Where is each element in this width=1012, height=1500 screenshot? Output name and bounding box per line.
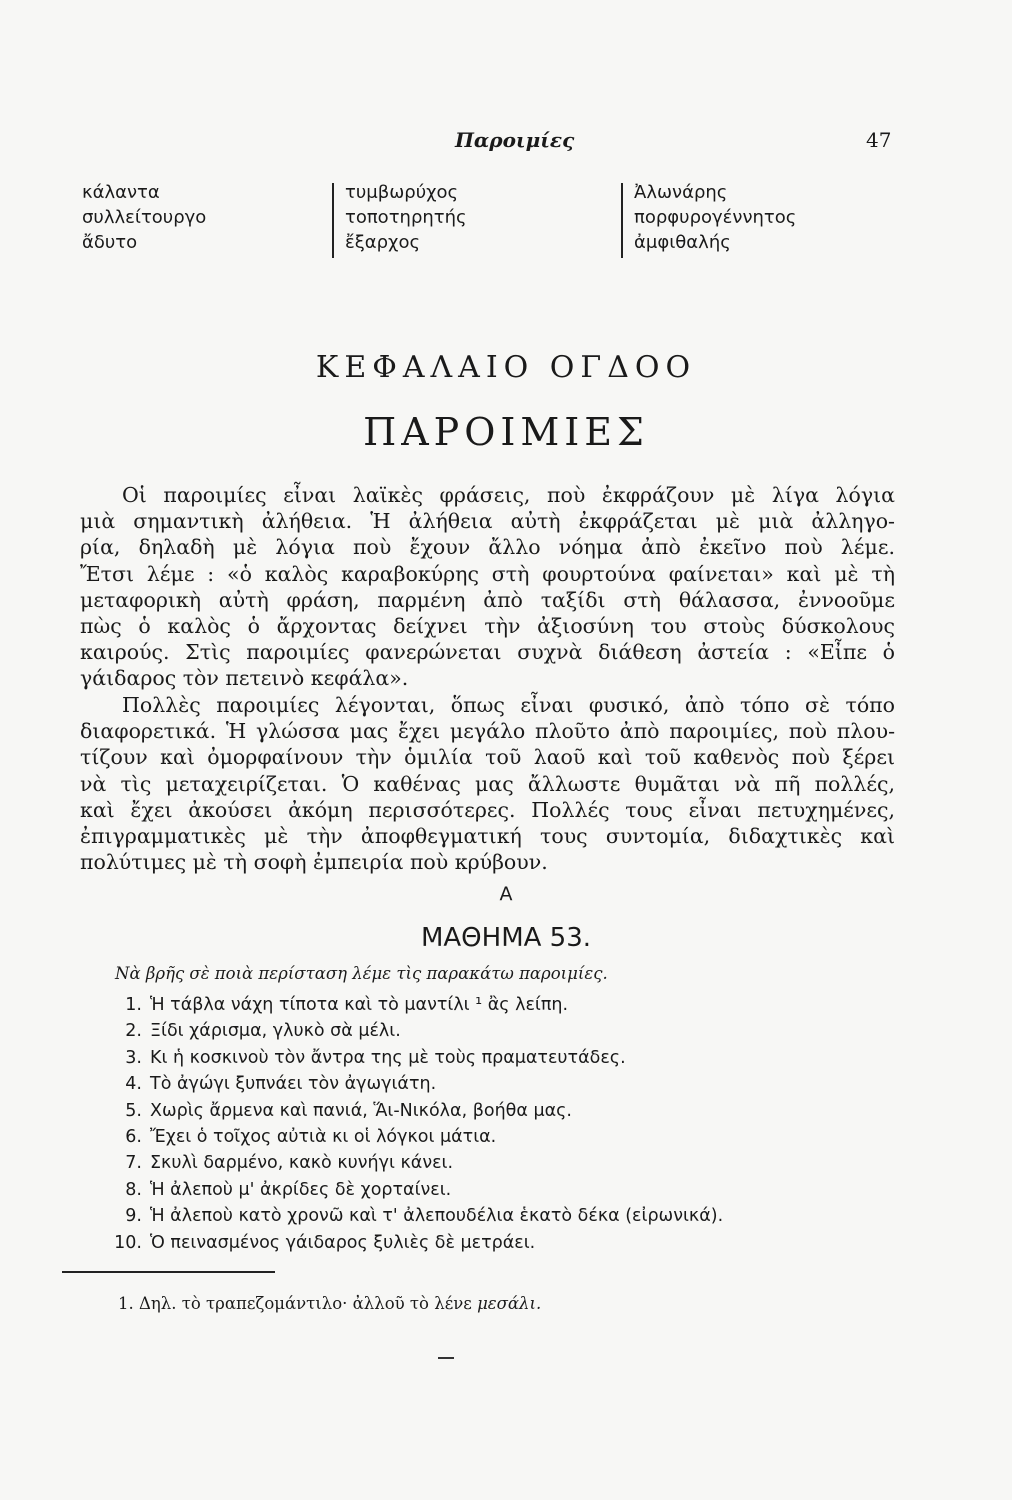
column-divider xyxy=(621,183,623,258)
list-item xyxy=(110,1150,723,1176)
list-item xyxy=(110,1124,723,1150)
section-letter: Α xyxy=(499,883,513,905)
item-number: 3. xyxy=(125,1047,142,1068)
word: Ἀλωνάρης xyxy=(634,182,728,203)
text-line: μιὰ σημαντικὴ ἀλήθεια. Ἡ ἀλήθεια αὐτὴ ἐκφράζεται μὲ μιὰ ἀλληγο- xyxy=(80,509,895,534)
word-column-1 xyxy=(82,180,206,255)
list-item xyxy=(110,1098,723,1124)
text-line: καὶ ἔχει ἀκούσει ἀκόμη περισσότερες. Πολλές τους εἶναι πετυχημένες, xyxy=(80,797,895,822)
lesson-title: ΜΑΘΗΜΑ 53. xyxy=(420,923,592,953)
item-text: Ἔχει ὁ τοῖχος αὐτιὰ κι οἱ λόγκοι μάτια. xyxy=(150,1127,497,1148)
chapter-title: ΠΑΡΟΙΜΙΕΣ xyxy=(363,410,649,454)
word: συλλείτουργο xyxy=(82,207,207,228)
item-number: 6. xyxy=(125,1127,142,1148)
word: πορφυρογέννητος xyxy=(634,207,797,228)
word: ἔξαρχος xyxy=(345,232,421,253)
text-line: τίζουν καὶ ὀμορφαίνουν τὴν ὁμιλία τοῦ λαοῦ καὶ τοῦ καθενὸς ποὺ ξέρει xyxy=(80,745,895,770)
item-number: 9. xyxy=(125,1206,142,1227)
text-line: διαφορετικά. Ἡ γλώσσα μας ἔχει μεγάλο πλοῦτο ἀπὸ παροιμίες, ποὺ πλου- xyxy=(80,719,895,744)
word: ἀμφιθαλής xyxy=(634,232,731,253)
footnote xyxy=(118,1294,541,1313)
lesson-instruction: Νὰ βρῆς σὲ ποιὰ περίσταση λέμε τὶς παρακάτω παροιμίες. xyxy=(115,964,608,983)
text-line: πὼς ὁ καλὸς ὁ ἄρχοντας δείχνει τὴν ἀξιοσύνη του στοὺς δύσκολους xyxy=(80,614,895,639)
text-line: μεταφορικὴ αὐτὴ φράση, παρμένη ἀπὸ ταξίδι στὴ θάλασσα, ἐννοοῦμε xyxy=(80,587,895,612)
word: ἄδυτο xyxy=(82,232,138,253)
text-line: πολύτιμες μὲ τὴ σοφὴ ἐμπειρία ποὺ κρύβουν. xyxy=(80,850,548,875)
word: τυμβωρύχος xyxy=(345,182,459,203)
item-text: Κι ἡ κοσκινοὺ τὸν ἄντρα της μὲ τοὺς πραματευτάδες. xyxy=(150,1047,626,1068)
item-text: Χωρὶς ἄρμενα καὶ πανιά, Ἅι-Νικόλα, βοήθα μας. xyxy=(150,1100,572,1121)
item-number: 7. xyxy=(125,1153,142,1174)
item-number: 5. xyxy=(125,1100,142,1121)
paragraph-1 xyxy=(80,482,895,692)
footnote-text: 1. Δηλ. τὸ τραπεζομάντιλο· ἀλλοῦ τὸ λένε xyxy=(118,1294,478,1313)
text-line: Οἱ παροιμίες εἶναι λαϊκὲς φράσεις, ποὺ ἐκφράζουν μὲ λίγα λόγια xyxy=(122,483,895,507)
text-line: Πολλὲς παροιμίες λέγονται, ὅπως εἶναι φυσικό, ἀπὸ τόπο σὲ τόπο xyxy=(122,693,895,717)
list-item xyxy=(110,1203,723,1229)
word-column-3 xyxy=(634,180,796,255)
item-number: 2. xyxy=(125,1021,142,1042)
text-line: ρία, δηλαδὴ μὲ λόγια ποὺ ἔχουν ἄλλο νόημα ἀπὸ ἐκεῖνο ποὺ λέμε. xyxy=(80,535,895,560)
word: κάλαντα xyxy=(82,182,160,203)
running-title: Παροιμίες xyxy=(455,128,575,152)
paragraph-2 xyxy=(80,692,895,875)
page-number: 47 xyxy=(866,128,892,152)
item-text: Τὸ ἀγώγι ξυπνάει τὸν ἀγωγιάτη. xyxy=(150,1074,437,1095)
list-item xyxy=(110,1045,723,1071)
list-item xyxy=(110,1018,723,1044)
word: τοποτηρητής xyxy=(345,207,467,228)
item-number: 1. xyxy=(125,995,142,1015)
item-number: 4. xyxy=(125,1074,142,1095)
item-text: Ἡ ἀλεποὺ μ' ἀκρίδες δὲ χορταίνει. xyxy=(150,1179,452,1200)
item-text: Σκυλὶ δαρμένο, κακὸ κυνήγι κάνει. xyxy=(150,1153,454,1174)
item-text: Ἡ τάβλα νάχη τίποτα καὶ τὸ μαντίλι ¹ ἂς λείπη. xyxy=(150,995,569,1015)
list-item xyxy=(110,1071,723,1097)
proverb-list xyxy=(110,992,723,1256)
footnote-rule xyxy=(62,1271,275,1273)
page-mark xyxy=(438,1357,454,1359)
text-line: νὰ τὶς μεταχειρίζεται. Ὁ καθένας μας ἄλλωστε θυμᾶται νὰ πῆ πολλές, xyxy=(80,771,895,796)
chapter-number: ΚΕΦΑΛΑΙΟ ΟΓΔΟΟ xyxy=(315,350,697,385)
item-number: 10. xyxy=(114,1232,142,1253)
item-text: Ἡ ἀλεποὺ κατὸ χρονῶ καὶ τ' ἀλεπουδέλια ἑκατὸ δέκα (εἰρωνικά). xyxy=(150,1206,724,1227)
item-text: Ὁ πεινασμένος γάιδαρος ξυλιὲς δὲ μετράει. xyxy=(150,1232,536,1253)
footnote-italic-word: μεσάλι. xyxy=(477,1294,542,1313)
list-item xyxy=(110,1177,723,1203)
word-column-2 xyxy=(345,180,467,255)
item-number: 8. xyxy=(125,1179,142,1200)
item-text: Ξίδι χάρισμα, γλυκὸ σὰ μέλι. xyxy=(150,1021,401,1042)
text-line: Ἔτσι λέμε : «ὁ καλὸς καραβοκύρης στὴ φουρτούνα φαίνεται» καὶ μὲ τὴ xyxy=(80,561,895,586)
list-item xyxy=(110,1230,723,1256)
text-line: καιρούς. Στὶς παροιμίες φανερώνεται συχνὰ διάθεση ἀστεία : «Εἶπε ὁ xyxy=(80,640,895,665)
text-line: ἐπιγραμματικὲς μὲ τὴν ἀποφθεγματική τους συντομία, διδαχτικὲς καὶ xyxy=(80,824,895,849)
column-divider xyxy=(332,183,334,258)
text-line: γάιδαρος τὸν πετεινὸ κεφάλα». xyxy=(80,666,409,691)
list-item xyxy=(110,992,723,1018)
